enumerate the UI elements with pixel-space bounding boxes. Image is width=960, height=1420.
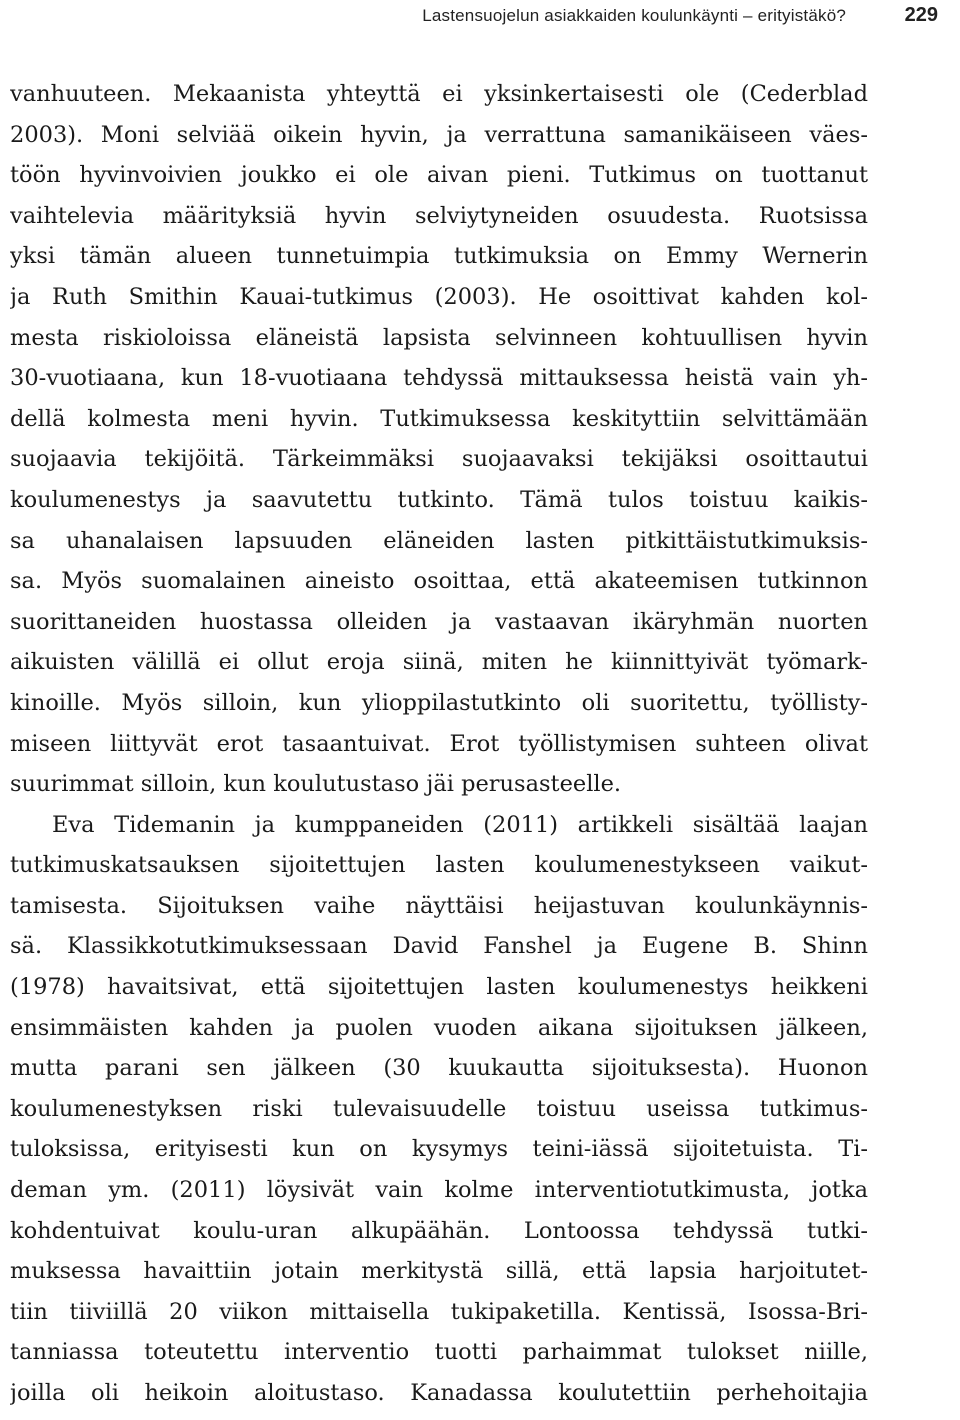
- text-line: ja Ruth Smithin Kauai-tutkimus (2003). He osoittivat kahden kol-: [10, 283, 868, 310]
- text-line: dellä kolmesta meni hyvin. Tutkimuksessa keskityttiin selvittämään: [10, 405, 868, 432]
- text-line: tiin tiiviillä 20 viikon mittaisella tukipaketilla. Kentissä, Isossa-Bri-: [10, 1298, 868, 1325]
- text-line: miseen liittyvät erot tasaantuivat. Erot työllistymisen suhteen olivat: [10, 730, 868, 757]
- text-line: kohdentuivat koulu-uran alkupäähän. Lontoossa tehdyssä tutki-: [10, 1217, 868, 1244]
- text-line: koulumenestyksen riski tulevaisuudelle toistuu useissa tutkimus-: [10, 1095, 868, 1122]
- text-line: suorittaneiden huostassa olleiden ja vastaavan ikäryhmän nuorten: [10, 608, 868, 635]
- text-line: muksessa havaittiin jotain merkitystä sillä, että lapsia harjoitutet-: [10, 1258, 868, 1285]
- text-line: vanhuuteen. Mekaanista yhteyttä ei yksinkertaisesti ole (Cederblad: [10, 81, 868, 107]
- text-line: 2003). Moni selviää oikein hyvin, ja verrattuna samanikäiseen väes-: [10, 121, 868, 148]
- running-header: [10, 4, 938, 30]
- text-line: tuloksissa, erityisesti kun on kysymys teini-iässä sijoitetuista. Ti-: [10, 1136, 868, 1163]
- text-line: tamisesta. Sijoituksen vaihe näyttäisi heijastuvan koulunkäynnis-: [10, 892, 868, 919]
- text-line: tutkimuskatsauksen sijoitettujen lasten koulumenestykseen vaikut-: [10, 852, 868, 879]
- text-line: mutta parani sen jälkeen (30 kuukautta sijoituksesta). Huonon: [10, 1055, 868, 1082]
- text-line: deman ym. (2011) löysivät vain kolme interventiotutkimusta, jotka: [10, 1177, 868, 1204]
- page-number: 229: [904, 4, 938, 26]
- text-line: sa uhanalaisen lapsuuden eläneiden lasten pitkittäistutkimuksis-: [10, 527, 868, 554]
- text-line: suojaavia tekijöitä. Tärkeimmäksi suojaavaksi tekijäksi osoittautui: [10, 446, 868, 473]
- text-line: sä. Klassikkotutkimuksessaan David Fanshel ja Eugene B. Shinn: [10, 933, 868, 960]
- text-line: aikuisten välillä ei ollut eroja siinä, miten he kiinnittyivät työmark-: [10, 649, 868, 676]
- text-line: töön hyvinvoivien joukko ei ole aivan pieni. Tutkimus on tuottanut: [10, 162, 868, 189]
- text-line: 30-vuotiaana, kun 18-vuotiaana tehdyssä mittauksessa heistä vain yh-: [10, 365, 868, 392]
- text-line: joilla oli heikoin aloitustaso. Kanadassa koulutettiin perhehoitajia: [10, 1380, 868, 1406]
- text-line: tanniassa toteutettu interventio tuotti parhaimmat tulokset niille,: [10, 1339, 868, 1366]
- chapter-title: Lastensuojelun asiakkaiden koulunkäynti – erityistäkö?: [422, 6, 846, 25]
- paragraph-1: [10, 74, 868, 805]
- text-line: suurimmat silloin, kun koulutustaso jäi perusasteelle.: [10, 771, 622, 798]
- text-line: sa. Myös suomalainen aineisto osoittaa, että akateemisen tutkinnon: [10, 568, 868, 595]
- text-line: vaihtelevia määrityksiä hyvin selviytyneiden osuudesta. Ruotsissa: [10, 202, 868, 229]
- text-line: Eva Tidemanin ja kumppaneiden (2011) artikkeli sisältää laajan: [52, 811, 868, 838]
- body-text: [10, 74, 868, 1414]
- text-line: (1978) havaitsivat, että sijoitettujen lasten koulumenestys heikkeni: [10, 974, 868, 1001]
- text-line: kinoille. Myös silloin, kun ylioppilastutkinto oli suoritettu, työllisty-: [10, 689, 868, 716]
- text-line: yksi tämän alueen tunnetuimpia tutkimuksia on Emmy Wernerin: [10, 243, 868, 270]
- text-line: mesta riskioloissa eläneistä lapsista selvinneen kohtuullisen hyvin: [10, 324, 868, 351]
- text-line: ensimmäisten kahden ja puolen vuoden aikana sijoituksen jälkeen,: [10, 1014, 868, 1041]
- paragraph-2: [10, 805, 868, 1414]
- text-line: koulumenestys ja saavutettu tutkinto. Tämä tulos toistuu kaikis-: [10, 486, 868, 513]
